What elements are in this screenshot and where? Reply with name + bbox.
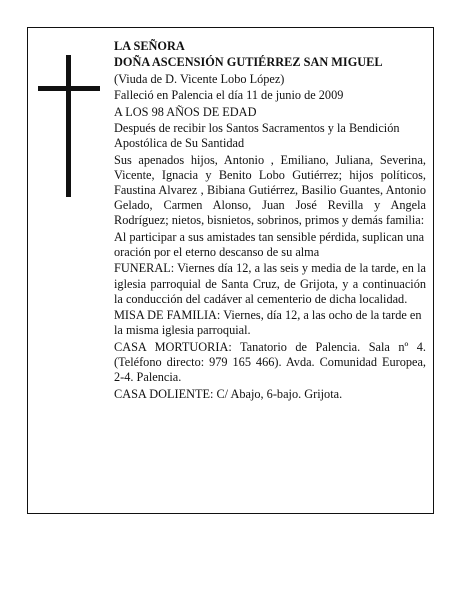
- family-mass-info: MISA DE FAMILIA: Viernes, día 12, a las ocho de la tarde en la misma iglesia parroquial.: [114, 308, 422, 338]
- title-line-1: LA SEÑORA: [114, 39, 185, 53]
- death-info: Falleció en Palencia el día 11 de junio de 2009: [114, 88, 344, 103]
- mourning-house-info: CASA DOLIENTE: C/ Abajo, 6-bajo. Grijota.: [114, 386, 343, 401]
- sacraments: Después de recibir los Santos Sacramentos y la Bendición Apostólica de Su Santidad: [114, 120, 400, 151]
- cross-horizontal-bar: [38, 86, 100, 91]
- widow-of: (Viuda de D. Vicente Lobo López): [114, 71, 285, 86]
- deceased-name: DOÑA ASCENSIÓN GUTIÉRREZ SAN MIGUEL: [114, 55, 383, 70]
- prayer-request: Al participar a sus amistades tan sensible pérdida, suplican una oración por el eterno descanso de su alma: [114, 229, 425, 259]
- cross-icon: [38, 55, 100, 197]
- age: A LOS 98 AÑOS DE EDAD: [114, 104, 257, 119]
- funeral-info: FUNERAL: Viernes día 12, a las seis y media de la tarde, en la iglesia parroquial de Santa Cruz, de Grijota, y a continuación la conducción del cadáver al cementerio de dicha localidad.: [114, 261, 426, 306]
- cross-vertical-bar: [66, 55, 71, 197]
- obituary-text: [114, 39, 426, 403]
- family-list: Sus apenados hijos, Antonio , Emiliano, Juliana, Severina, Vicente, Ignacia y Benito Lobo Gutiérrez; hijos políticos, Faustina Alvarez , Bibiana Gutiérrez, Basilio Guantes, Antonio Gelado, Carmen Alonso, Juan José Revilla y Angela Rodríguez; nietos, bisnietos, sobrinos, primos y demás familia:: [114, 152, 426, 228]
- mortuary-info: CASA MORTUORIA: Tanatorio de Palencia. Sala nº 4. (Teléfono directo: 979 165 466). Avda. Comunidad Europea, 2-4. Palencia.: [114, 339, 426, 385]
